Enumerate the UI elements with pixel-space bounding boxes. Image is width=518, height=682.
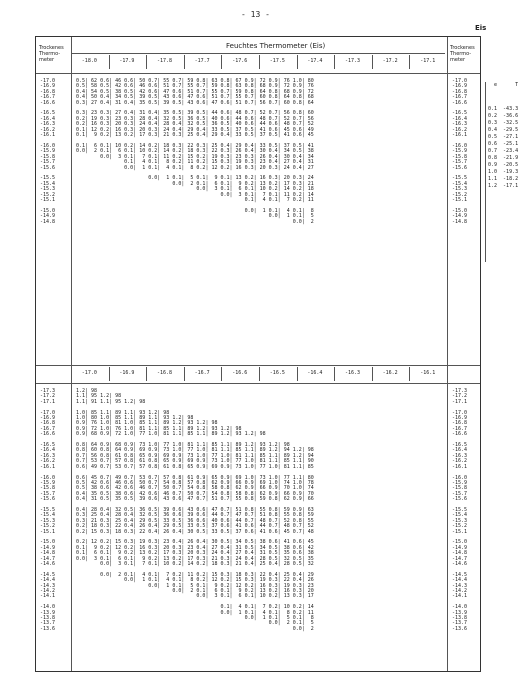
column-header: -16.9	[119, 370, 135, 376]
column-header: -16.5	[269, 370, 285, 376]
column-header: -17.5	[269, 58, 285, 64]
column-header: -16.4	[307, 370, 323, 376]
column-header: -16.3	[345, 370, 361, 376]
column-header: -16.6	[232, 370, 248, 376]
column-header: -16.7	[194, 370, 210, 376]
column-header: -17.3	[345, 58, 361, 64]
table-title: Feuchtes Thermometer (Eis)	[226, 42, 326, 50]
top-right-temperatures: -17.0 -16.9 -16.8 -16.7 -16.6 -16.5 -16.4 -16.3 -16.2 -16.1 -16.0 -15.9 -15.8 -15.7 -15.6 -15.5 -15.4 -15.3 -15.2 -15.1 -15.0 -14.9 -14.8	[452, 78, 468, 225]
psychrometric-table	[35, 36, 481, 672]
left-header-label: Trockenes Thermo-meter	[39, 45, 64, 63]
side-table	[485, 82, 518, 262]
bottom-right-temperatures: -17.3 -17.2 -17.1 -17.0 -16.9 -16.8 -16.7 -16.6 -16.5 -16.4 -16.3 -16.2 -16.1 -16.0 -15.9 -15.8 -15.7 -15.6 -15.5 -15.4 -15.3 -15.2 -15.1 -15.0 -14.9 -14.8 -14.7 -14.6 -14.5 -14.4 -14.3 -14.2 -14.1 -14.0 -13.9 -13.8 -13.7 -13.6	[452, 388, 468, 632]
column-header: -17.2	[382, 58, 398, 64]
column-header: -17.8	[157, 58, 173, 64]
side-table-rows: 0.1 -43.3 0.2 -36.6 0.3 -32.5 0.4 -29.5 0.5 -27.1 0.6 -25.1 0.7 -23.4 0.8 -21.9 0.9 -20.5 1.0 -19.3 1.1 -18.2 1.2 -17.1	[488, 106, 518, 189]
column-header: -16.2	[382, 370, 398, 376]
column-header: -17.7	[194, 58, 210, 64]
top-left-temperatures: -17.0 -16.9 -16.8 -16.7 -16.6 -16.5 -16.4 -16.3 -16.2 -16.1 -16.0 -15.9 -15.8 -15.7 -15.6 -15.5 -15.4 -15.3 -15.2 -15.1 -15.0 -14.9 -14.8	[40, 78, 56, 225]
side-table-header: e T	[488, 82, 518, 88]
column-header: -18.0	[81, 58, 97, 64]
page-number: - 13 -	[241, 10, 270, 19]
column-header: -17.9	[119, 58, 135, 64]
column-header: -17.1	[420, 58, 436, 64]
column-header: -17.0	[81, 370, 97, 376]
right-header-label: Trockenes Thermo-meter	[450, 45, 475, 63]
top-table-body: 0.5| 62 0.6| 46 0.6| 50 0.7| 55 0.7| 59 0.8| 63 0.8| 67 0.9| 72 0.9| 76 1.0| 80 0.5| 58 0.5| 42 0.6| 46 0.6| 51 0.7| 55 0.7| 59 0.8| 63 0.8| 68 0.9| 72 0.9| 76 0.4| 54 0.5| 38 0.5| 42 0.6| 47 0.6| 51 0.7| 55 0.7| 59 0.8| 64 0.8| 68 0.9| 72 0.4| 50 0.4| 34 0.5| 39 0.5| 43 0.6| 47 0.6| 51 0.7| 55 0.7| 60 0.8| 64 0.8| 68 0.3| 27 0.4| 31 0.4| 35 0.5| 39 0.5| 43 0.6| 47 0.6| 51 0.7| 56 0.7| 60 0.8| 64 0.3| 23 0.3| 27 0.4| 31 0.4| 35 0.5| 39 0.5| 44 0.6| 48 0.7| 52 0.7| 56 0.8| 60 0.2| 19 0.3| 23 0.3| 28 0.4| 32 0.5| 36 0.5| 40 0.6| 44 0.6| 48 0.7| 52 0.7| 56 0.2| 16 0.3| 20 0.3| 24 0.4| 28 0.4| 32 0.5| 36 0.5| 40 0.6| 44 0.6| 48 0.7| 52 0.1| 12 0.2| 16 0.3| 20 0.3| 24 0.4| 29 0.4| 33 0.5| 37 0.5| 41 0.6| 45 0.6| 49 0.1| 9 0.2| 13 0.2| 17 0.3| 21 0.3| 25 0.4| 29 0.4| 33 0.5| 37 0.5| 41 0.6| 45 0.1| 6 0.1| 10 0.2| 14 0.2| 18 0.3| 22 0.3| 25 0.4| 29 0.4| 33 0.5| 37 0.5| 41 0.0| 2 0.1| 6 0.1| 10 0.2| 14 0.2| 18 0.3| 22 0.3| 26 0.4| 30 0.4| 34 0.5| 38 0.0| 3 0.1| 7 0.1| 11 0.2| 15 0.2| 19 0.3| 23 0.3| 26 0.4| 30 0.4| 34 0.1| 4 0.1| 8 0.2| 11 0.2| 15 0.3| 19 0.3| 23 0.4| 27 0.4| 31 0.0| 1 0.1| 4 0.1| 8 0.2| 12 0.2| 16 0.3| 20 0.3| 24 0.4| 27 0.0| 1 0.1| 5 0.1| 9 0.1| 13 0.2| 16 0.3| 20 0.3| 24 0.0| 2 0.1| 6 0.1| 9 0.2| 13 0.2| 17 0.3| 21 0.0| 3 0.1| 6 0.1| 10 0.2| 14 0.2| 18 0.0| 3 0.1| 7 0.1| 11 0.2| 14 0.1| 4 0.1| 7 0.2| 11 0.0| 1 0.1| 4 0.1| 8 0.0| 1 0.1| 5 0.0| 2	[76, 78, 314, 225]
bottom-left-temperatures: -17.3 -17.2 -17.1 -17.0 -16.9 -16.8 -16.7 -16.6 -16.5 -16.4 -16.3 -16.2 -16.1 -16.0 -15.9 -15.8 -15.7 -15.6 -15.5 -15.4 -15.3 -15.2 -15.1 -15.0 -14.9 -14.8 -14.7 -14.6 -14.5 -14.4 -14.3 -14.2 -14.1 -14.0 -13.9 -13.8 -13.7 -13.6	[40, 388, 56, 632]
column-header: -17.6	[232, 58, 248, 64]
column-header: -16.1	[420, 370, 436, 376]
section-label: Eis	[475, 24, 487, 32]
column-header: -16.8	[157, 370, 173, 376]
bottom-table-body: 1.2| 98 1.1| 95 1.2| 98 1.1| 91 1.1| 95 1.2| 98 1.0| 85 1.1| 89 1.1| 93 1.2| 98 1.0| 80 1.0| 85 1.1| 89 1.1| 93 1.2| 98 0.9| 76 1.0| 81 1.0| 85 1.1| 89 1.2| 93 1.2| 98 0.9| 72 1.0| 76 1.0| 81 1.1| 85 1.1| 89 1.2| 93 1.2| 98 0.9| 68 0.9| 72 1.0| 77 1.0| 81 1.1| 85 1.1| 89 1.2| 93 1.2| 98 0.8| 64 0.9| 68 0.9| 73 1.0| 77 1.0| 81 1.1| 85 1.1| 89 1.2| 93 1.2| 98 0.8| 60 0.8| 64 0.9| 69 0.9| 73 1.0| 77 1.0| 81 1.1| 85 1.1| 89 1.2| 94 1.2| 98 0.7| 56 0.8| 61 0.8| 65 0.9| 69 0.9| 73 1.0| 77 1.0| 81 1.1| 85 1.1| 89 1.2| 94 0.7| 53 0.7| 57 0.8| 61 0.8| 65 0.9| 69 0.9| 73 1.0| 77 1.0| 81 1.1| 85 1.1| 90 0.6| 49 0.7| 53 0.7| 57 0.8| 61 0.8| 65 0.9| 69 0.9| 73 1.0| 77 1.0| 81 1.1| 85 0.6| 45 0.7| 49 0.7| 53 0.7| 57 0.8| 61 0.9| 65 0.9| 69 1.0| 73 1.0| 77 1.1| 80 0.5| 42 0.6| 46 0.6| 50 0.7| 54 0.8| 57 0.8| 62 0.9| 66 0.9| 69 1.0| 74 1.0| 78 0.5| 38 0.6| 42 0.6| 46 0.7| 50 0.7| 54 0.8| 58 0.8| 62 0.9| 66 0.9| 70 1.0| 74 0.4| 35 0.5| 38 0.6| 42 0.6| 46 0.7| 50 0.7| 54 0.8| 58 0.8| 62 0.9| 66 0.9| 70 0.4| 31 0.5| 35 0.5| 39 0.6| 43 0.6| 47 0.7| 51 0.7| 55 0.8| 59 0.8| 62 0.9| 66 0.4| 28 0.4| 32 0.5| 36 0.5| 39 0.6| 43 0.6| 47 0.7| 51 0.8| 55 0.8| 59 0.9| 63 0.3| 25 0.4| 28 0.4| 32 0.5| 36 0.6| 39 0.6| 44 0.7| 47 0.7| 51 0.8| 55 0.8| 59 0.3| 21 0.3| 25 0.4| 29 0.5| 33 0.5| 36 0.6| 40 0.6| 44 0.7| 48 0.7| 52 0.8| 55 0.2| 18 0.3| 22 0.4| 26 0.4| 29 0.5| 33 0.5| 37 0.6| 41 0.6| 44 0.7| 48 0.7| 52 0.2| 15 0.3| 18 0.3| 22 0.4| 26 0.4| 30 0.5| 33 0.5| 37 0.6| 41 0.6| 45 0.7| 48 0.2| 12 0.2| 15 0.3| 19 0.3| 23 0.4| 26 0.4| 30 0.5| 34 0.5| 38 0.6| 41 0.6| 45 0.1| 9 0.2| 12 0.2| 16 0.3| 20 0.3| 23 0.4| 27 0.4| 31 0.5| 34 0.5| 38 0.6| 42 0.1| 6 0.1| 9 0.2| 13 0.2| 17 0.3| 20 0.3| 24 0.4| 27 0.4| 31 0.5| 35 0.6| 38 0.0| 3 0.1| 6 0.1| 9 0.2| 13 0.2| 17 0.3| 21 0.3| 24 0.4| 28 0.5| 32 0.5| 35 0.0| 3 0.1| 7 0.1| 10 0.2| 14 0.2| 18 0.3| 21 0.4| 25 0.4| 28 0.5| 32 0.0| 2 0.1| 4 0.1| 7 0.2| 11 0.2| 15 0.3| 18 0.3| 22 0.4| 25 0.4| 29 0.0| 1 0.1| 4 0.1| 8 0.2| 12 0.2| 15 0.3| 19 0.3| 22 0.4| 26 0.0| 1 0.1| 5 0.1| 9 0.2| 12 0.2| 16 0.3| 19 0.3| 23 0.0| 2 0.1| 6 0.1| 9 0.2| 13 0.2| 16 0.3| 20 0.0| 3 0.1| 6 0.1| 10 0.2| 13 0.3| 17 0.1| 4 0.1| 7 0.2| 10 0.2| 14 0.0| 1 0.1| 4 0.1| 8 0.2| 11 0.0| 1 0.1| 5 0.1| 8 0.0| 2 0.1| 5 0.0| 2	[76, 388, 314, 632]
column-header: -17.4	[307, 58, 323, 64]
